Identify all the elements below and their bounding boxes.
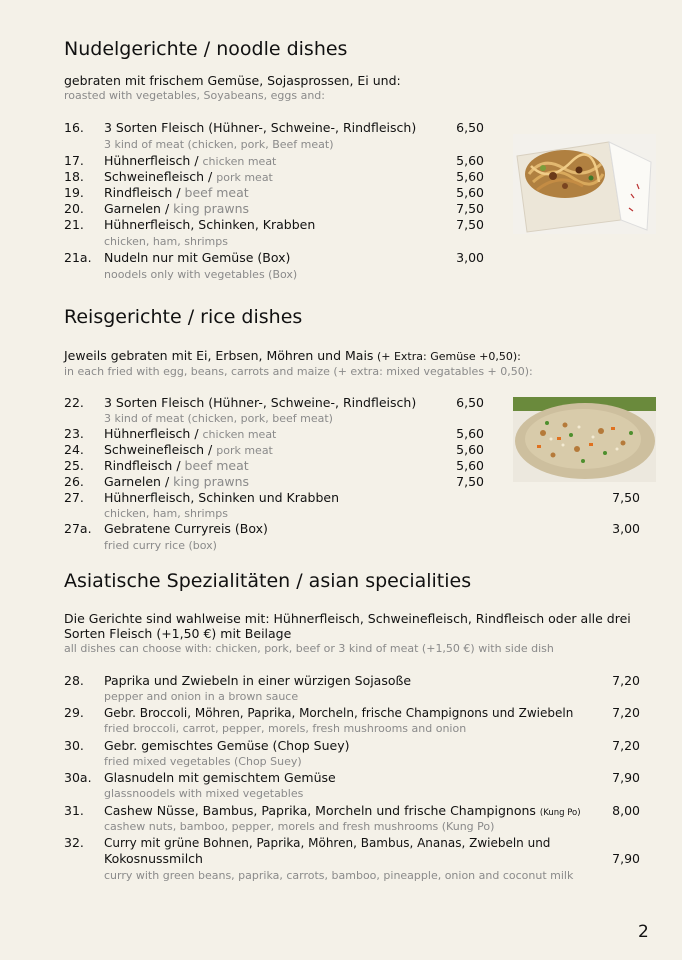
- item-name-en: pork meat: [216, 171, 273, 184]
- item-number: 26.: [64, 474, 84, 489]
- item-name-de: Hühnerfleisch /: [104, 426, 203, 441]
- item-number: 17.: [64, 153, 84, 168]
- item-name-de: Cashew Nüsse, Bambus, Paprika, Morcheln und frische Champignons: [104, 803, 536, 818]
- item-price: 6,50: [456, 395, 484, 410]
- item-number: 30.: [64, 738, 84, 753]
- item-number: 32.: [64, 835, 84, 850]
- item-translation: fried mixed vegetables (Chop Suey): [104, 755, 302, 768]
- item-translation: pepper and onion in a brown sauce: [104, 690, 299, 703]
- item-name: [104, 185, 249, 201]
- item-price: 7,50: [612, 490, 640, 505]
- item-name-de: Schweinefleisch /: [104, 169, 217, 184]
- item-number: 21.: [64, 217, 84, 232]
- item-price: 7,50: [456, 201, 484, 216]
- asian-intro-en: all dishes can choose with: chicken, pork, beef or 3 kind of meat (+1,50 €) with side dish: [64, 642, 554, 655]
- item-translation: cashew nuts, bamboo, pepper, morels and fresh mushrooms (Kung Po): [104, 820, 495, 833]
- item-translation: 3 kind of meat (chicken, pork, beef meat): [104, 412, 333, 425]
- item-name-de: Garnelen /: [104, 474, 174, 489]
- item-name-de: Rindfleisch /: [104, 458, 185, 473]
- item-name: [104, 803, 581, 821]
- asian-intro: [64, 611, 631, 656]
- asian-intro-de-1: Die Gerichte sind wahlweise mit: Hühnerfleisch, Schweinefleisch, Rindfleisch oder alle drei: [64, 611, 631, 626]
- item-name: 3 Sorten Fleisch (Hühner-, Schweine-, Rindfleisch): [104, 120, 417, 135]
- item-number: 21a.: [64, 250, 92, 265]
- noodle-intro-en: roasted with vegetables, Soyabeans, eggs and:: [64, 89, 325, 102]
- item-name-de: Rindfleisch /: [104, 185, 185, 200]
- item-number: 30a.: [64, 770, 92, 785]
- item-name-en: chicken meat: [202, 155, 277, 168]
- item-name: Glasnudeln mit gemischtem Gemüse: [104, 770, 336, 785]
- item-number: 24.: [64, 442, 84, 457]
- item-translation: fried broccoli, carrot, pepper, morels, fresh mushrooms and onion: [104, 722, 467, 735]
- noodle-box-icon: [513, 134, 656, 234]
- item-translation: curry with green beans, paprika, carrots, bamboo, pineapple, onion and coconut milk: [104, 869, 574, 882]
- item-price: 8,00: [612, 803, 640, 818]
- asian-intro-de-2: Sorten Fleisch (+1,50 €) mit Beilage: [64, 626, 292, 641]
- rice-intro-en: in each fried with egg, beans, carrots and maize (+ extra: mixed vegatables + 0,50):: [64, 365, 533, 378]
- item-name: [104, 169, 273, 186]
- item-name-en: pork meat: [216, 444, 273, 457]
- item-name-de: Garnelen /: [104, 201, 174, 216]
- item-name: [104, 442, 273, 459]
- item-translation: fried curry rice (box): [104, 539, 217, 552]
- item-name: Hühnerfleisch, Schinken und Krabben: [104, 490, 340, 505]
- item-number: 18.: [64, 169, 84, 184]
- item-name-de: Hühnerfleisch /: [104, 153, 203, 168]
- item-price: 3,00: [612, 521, 640, 536]
- item-name-en: beef meat: [184, 458, 249, 473]
- item-price: 5,60: [456, 169, 484, 184]
- item-name: [104, 426, 276, 443]
- item-number: 25.: [64, 458, 84, 473]
- item-name-de: Schweinefleisch /: [104, 442, 217, 457]
- item-price: 6,50: [456, 120, 484, 135]
- item-tag: (Kung Po): [539, 808, 581, 818]
- item-number: 28.: [64, 673, 84, 688]
- fried-rice-icon: [513, 397, 656, 482]
- item-price: 7,20: [612, 705, 640, 720]
- item-name: Gebr. Broccoli, Möhren, Paprika, Morcheln, frische Champignons und Zwiebeln: [104, 706, 574, 720]
- noodle-intro-de: gebraten mit frischem Gemüse, Sojasprossen, Ei und:: [64, 73, 401, 88]
- item-number: 27a.: [64, 521, 92, 536]
- rice-intro: [64, 348, 533, 379]
- item-name: [104, 458, 249, 474]
- item-price: 3,00: [456, 250, 484, 265]
- item-price: 7,50: [456, 474, 484, 489]
- fried-rice-photo: [513, 397, 656, 482]
- item-number: 23.: [64, 426, 84, 441]
- item-number: 31.: [64, 803, 84, 818]
- noodle-intro: [64, 73, 401, 103]
- item-number: 16.: [64, 120, 84, 135]
- item-name: [104, 474, 249, 490]
- rice-section-title: Reisgerichte / rice dishes: [64, 306, 303, 328]
- item-name: Curry mit grüne Bohnen, Paprika, Möhren, Bambus, Ananas, Zwiebeln und: [104, 836, 551, 850]
- item-number: 20.: [64, 201, 84, 216]
- item-price: 5,60: [456, 458, 484, 473]
- asian-section-title: Asiatische Spezialitäten / asian specialities: [64, 570, 472, 592]
- item-price: 7,20: [612, 673, 640, 688]
- page-number: 2: [638, 922, 649, 942]
- item-price: 7,20: [612, 738, 640, 753]
- rice-intro-de-main: Jeweils gebraten mit Ei, Erbsen, Möhren und Mais: [64, 348, 374, 363]
- item-translation: glassnoodels with mixed vegetables: [104, 787, 304, 800]
- rice-intro-de: [64, 348, 533, 364]
- item-translation: 3 kind of meat (chicken, pork, Beef meat): [104, 138, 334, 151]
- item-number: 22.: [64, 395, 84, 410]
- item-name-line2: Kokosnussmilch: [104, 851, 203, 866]
- noodle-box-photo: [513, 134, 656, 234]
- item-name: [104, 201, 249, 217]
- noodle-section-title: Nudelgerichte / noodle dishes: [64, 38, 348, 60]
- item-name: [104, 153, 276, 170]
- item-number: 29.: [64, 705, 84, 720]
- item-name-en: chicken meat: [202, 428, 277, 441]
- item-price: 5,60: [456, 426, 484, 441]
- item-name: Nudeln nur mit Gemüse (Box): [104, 250, 291, 265]
- item-name: 3 Sorten Fleisch (Hühner-, Schweine-, Rindfleisch): [104, 395, 417, 410]
- item-number: 27.: [64, 490, 84, 505]
- item-name-en: king prawns: [173, 474, 250, 489]
- item-translation: chicken, ham, shrimps: [104, 235, 228, 248]
- item-name-en: king prawns: [173, 201, 250, 216]
- item-number: 19.: [64, 185, 84, 200]
- item-name: Hühnerfleisch, Schinken, Krabben: [104, 217, 316, 232]
- rice-intro-extra: (+ Extra: Gemüse +0,50):: [373, 350, 521, 363]
- item-price: 7,90: [612, 851, 640, 866]
- item-price: 7,90: [612, 770, 640, 785]
- item-price: 5,60: [456, 185, 484, 200]
- item-name: Gebratene Curryreis (Box): [104, 521, 268, 536]
- item-name-en: beef meat: [184, 185, 249, 200]
- item-price: 5,60: [456, 442, 484, 457]
- item-name: Gebr. gemischtes Gemüse (Chop Suey): [104, 738, 350, 753]
- item-price: 7,50: [456, 217, 484, 232]
- item-translation: noodels only with vegetables (Box): [104, 268, 298, 281]
- item-price: 5,60: [456, 153, 484, 168]
- item-translation: chicken, ham, shrimps: [104, 507, 228, 520]
- item-name: Paprika und Zwiebeln in einer würzigen Sojasoße: [104, 673, 412, 688]
